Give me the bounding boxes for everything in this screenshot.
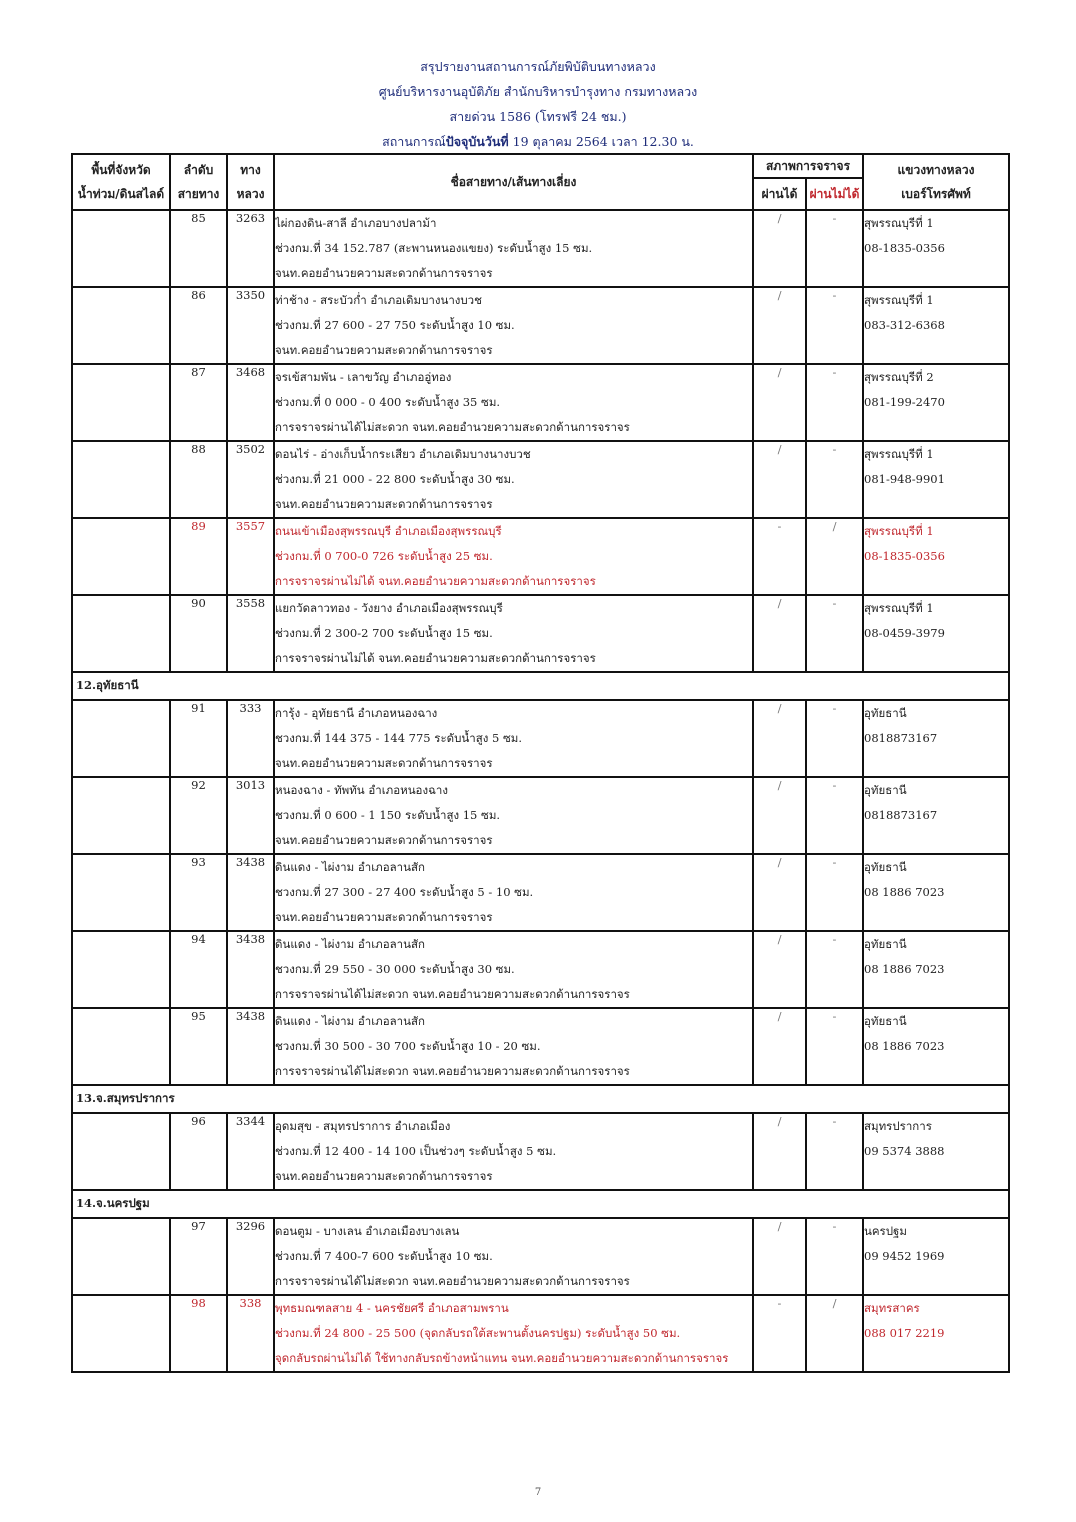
office-phone: 081-948-9901	[864, 472, 945, 486]
seq-cell: 90	[170, 595, 227, 672]
office-cell	[863, 1008, 1009, 1085]
route-line: ช่วงกม.ที่ 7 400-7 600 ระดับน้ำสูง 10 ซม.	[275, 1249, 493, 1263]
route-line: การจราจรผ่านได้ไม่สะดวก จนท.คอยอำนวยความสะดวกด้านการจราจร	[275, 420, 630, 434]
pass-status: /	[753, 210, 806, 287]
pass-status: /	[753, 441, 806, 518]
office-name: อุทัยธานี	[864, 860, 907, 874]
highway-cell: 3438	[227, 1008, 274, 1085]
area-cell	[72, 1295, 170, 1372]
route-line: จนท.คอยอำนวยความสะดวกด้านการจราจร	[275, 1169, 493, 1183]
office-name: สุพรรณบุรีที่ 1	[864, 293, 934, 307]
office-phone: 08-1835-0356	[864, 549, 945, 563]
pass-status: /	[753, 1008, 806, 1085]
report-agency: ศูนย์บริหารงานอุบัติภัย สำนักบริหารบำรุงทาง กรมทางหลวง	[378, 84, 698, 99]
nopass-status: -	[806, 210, 863, 287]
office-cell	[863, 854, 1009, 931]
route-line: ดินแดง - ไผ่งาม อำเภอลานสัก	[275, 1014, 425, 1028]
table-row	[72, 441, 1009, 518]
route-line: อุดมสุข - สมุทรปราการ อำเภอเมือง	[275, 1119, 451, 1133]
highway-cell: 333	[227, 700, 274, 777]
seq-cell: 86	[170, 287, 227, 364]
highway-cell: 3350	[227, 287, 274, 364]
area-cell	[72, 441, 170, 518]
route-description	[274, 364, 753, 441]
nopass-status: /	[806, 1295, 863, 1372]
route-description	[274, 1295, 753, 1372]
nopass-status: -	[806, 1113, 863, 1190]
table-row	[72, 1295, 1009, 1372]
office-phone: 09 9452 1969	[864, 1249, 945, 1263]
office-phone: 08 1886 7023	[864, 962, 945, 976]
section-label: 14.จ.นครปฐม	[72, 1190, 1009, 1218]
office-phone: 0818873167	[864, 731, 938, 745]
route-line: ชวงกม.ที่ 144 375 - 144 775 ระดับน้ำสูง 5 ซม.	[275, 731, 523, 745]
route-line: ช่วงกม.ที่ 34 152.787 (สะพานหนองแขยง) ระดับน้ำสูง 15 ซม.	[275, 241, 593, 255]
office-name: สมุทรสาคร	[864, 1301, 920, 1315]
highway-cell: 3502	[227, 441, 274, 518]
route-description	[274, 595, 753, 672]
table-row	[72, 364, 1009, 441]
table-row	[72, 777, 1009, 854]
nopass-status: -	[806, 1008, 863, 1085]
office-cell	[863, 287, 1009, 364]
pass-status: /	[753, 287, 806, 364]
table-row	[72, 210, 1009, 287]
report-timestamp: สถานการณ์ปัจจุบันวันที่ 19 ตุลาคม 2564 เวลา 12.30 น.	[382, 134, 694, 149]
highway-cell: 3438	[227, 931, 274, 1008]
nopass-status: -	[806, 364, 863, 441]
route-line: ช่วงกม.ที่ 27 600 - 27 750 ระดับน้ำสูง 10 ซม.	[275, 318, 515, 332]
route-line: จนท.คอยอำนวยความสะดวกด้านการจราจร	[275, 833, 493, 847]
route-line: ชวงกม.ที่ 0 600 - 1 150 ระดับน้ำสูง 15 ซม.	[275, 808, 501, 822]
flood-report-table	[71, 153, 1010, 1373]
office-cell	[863, 777, 1009, 854]
route-line: การจราจรผ่านไม่ได้ จนท.คอยอำนวยความสะดวกด้านการจราจร	[275, 574, 596, 588]
seq-cell: 85	[170, 210, 227, 287]
col-header-seq: ลำดับ สายทาง	[170, 154, 227, 210]
route-line: การจราจรผ่านได้ไม่สะดวก จนท.คอยอำนวยความสะดวกด้านการจราจร	[275, 987, 630, 1001]
seq-cell: 93	[170, 854, 227, 931]
route-line: จุดกลับรถผ่านไม่ได้ ใช้ทางกลับรถข้างหน้าแทน จนท.คอยอำนวยความสะดวกด้านการจราจร	[275, 1351, 729, 1365]
seq-cell: 87	[170, 364, 227, 441]
route-description	[274, 210, 753, 287]
table-row	[72, 931, 1009, 1008]
route-line: พุทธมณฑลสาย 4 - นครชัยศรี อำเภอสามพราน	[275, 1301, 509, 1315]
office-cell	[863, 210, 1009, 287]
highway-cell: 3438	[227, 854, 274, 931]
area-cell	[72, 1218, 170, 1295]
office-phone: 083-312-6368	[864, 318, 945, 332]
pass-status: /	[753, 1113, 806, 1190]
route-line: ดินแดง - ไผ่งาม อำเภอลานสัก	[275, 937, 425, 951]
office-phone: 09 5374 3888	[864, 1144, 945, 1158]
route-line: ชวงกม.ที่ 30 500 - 30 700 ระดับน้ำสูง 10 - 20 ซม.	[275, 1039, 541, 1053]
highway-cell: 3557	[227, 518, 274, 595]
route-description	[274, 777, 753, 854]
table-row	[72, 1113, 1009, 1190]
route-description	[274, 287, 753, 364]
route-line: ไผ่กองดิน-สาลี อำเภอบางปลาม้า	[275, 216, 437, 230]
seq-cell: 95	[170, 1008, 227, 1085]
col-header-area: พื้นที่จังหวัด น้ำท่วม/ดินสไลด์	[72, 154, 170, 210]
route-line: ดอนตูม - บางเลน อำเภอเมืองบางเลน	[275, 1224, 460, 1238]
area-cell	[72, 518, 170, 595]
nopass-status: -	[806, 854, 863, 931]
area-cell	[72, 931, 170, 1008]
seq-cell: 89	[170, 518, 227, 595]
area-cell	[72, 777, 170, 854]
area-cell	[72, 1113, 170, 1190]
route-description	[274, 700, 753, 777]
route-line: ช่วงกม.ที่ 2 300-2 700 ระดับน้ำสูง 15 ซม.	[275, 626, 493, 640]
highway-cell: 3344	[227, 1113, 274, 1190]
route-line: ท่าช้าง - สระบัวก่ำ อำเภอเดิมบางนางบวช	[275, 293, 482, 307]
nopass-status: -	[806, 595, 863, 672]
route-line: การจราจรผ่านได้ไม่สะดวก จนท.คอยอำนวยความสะดวกด้านการจราจร	[275, 1274, 630, 1288]
nopass-status: -	[806, 931, 863, 1008]
route-description	[274, 854, 753, 931]
route-description	[274, 931, 753, 1008]
pass-status: -	[753, 1295, 806, 1372]
area-cell	[72, 287, 170, 364]
table-row	[72, 518, 1009, 595]
office-cell	[863, 931, 1009, 1008]
office-phone: 08 1886 7023	[864, 1039, 945, 1053]
route-description	[274, 1113, 753, 1190]
office-cell	[863, 518, 1009, 595]
office-phone: 081-199-2470	[864, 395, 945, 409]
route-line: การุ้ง - อุทัยธานี อำเภอหนองฉาง	[275, 706, 438, 720]
route-line: จนท.คอยอำนวยความสะดวกด้านการจราจร	[275, 343, 493, 357]
office-name: สุพรรณบุรีที่ 2	[864, 370, 934, 384]
pass-status: /	[753, 1218, 806, 1295]
office-phone: 088 017 2219	[864, 1326, 945, 1340]
office-phone: 08 1886 7023	[864, 885, 945, 899]
office-name: สุพรรณบุรีที่ 1	[864, 447, 934, 461]
office-cell	[863, 364, 1009, 441]
route-line: หนองฉาง - ทัพทัน อำเภอหนองฉาง	[275, 783, 448, 797]
highway-cell: 3296	[227, 1218, 274, 1295]
col-header-nopass: ผ่านไม่ได้	[806, 178, 863, 210]
office-cell	[863, 1218, 1009, 1295]
office-name: สุพรรณบุรีที่ 1	[864, 524, 934, 538]
col-header-route: ชื่อสายทาง/เส้นทางเลี่ยง	[274, 154, 753, 210]
office-cell	[863, 1113, 1009, 1190]
route-line: ช่วงกม.ที่ 12 400 - 14 100 เป็นช่วงๆ ระดับน้ำสูง 5 ซม.	[275, 1144, 557, 1158]
office-name: อุทัยธานี	[864, 783, 907, 797]
pass-status: -	[753, 518, 806, 595]
area-cell	[72, 1008, 170, 1085]
seq-cell: 92	[170, 777, 227, 854]
office-cell	[863, 700, 1009, 777]
office-name: อุทัยธานี	[864, 1014, 907, 1028]
col-header-office: แขวงทางหลวง เบอร์โทรศัพท์	[863, 154, 1009, 210]
route-line: ช่วงกม.ที่ 0 000 - 0 400 ระดับน้ำสูง 35 ซม.	[275, 395, 501, 409]
table-row	[72, 595, 1009, 672]
col-header-status: สภาพการจราจร	[753, 154, 863, 178]
office-name: อุทัยธานี	[864, 937, 907, 951]
highway-cell: 3263	[227, 210, 274, 287]
seq-cell: 97	[170, 1218, 227, 1295]
office-cell	[863, 595, 1009, 672]
seq-cell: 94	[170, 931, 227, 1008]
area-cell	[72, 364, 170, 441]
section-row	[72, 1085, 1009, 1113]
route-line: จรเข้สามพัน - เลาขวัญ อำเภออู่ทอง	[275, 370, 452, 384]
section-label: 13.จ.สมุทรปราการ	[72, 1085, 1009, 1113]
report-title: สรุปรายงานสถานการณ์ภัยพิบัติบนทางหลวง	[420, 59, 656, 74]
office-phone: 08-0459-3979	[864, 626, 945, 640]
highway-cell: 3558	[227, 595, 274, 672]
route-line: ชวงกม.ที่ 27 300 - 27 400 ระดับน้ำสูง 5 - 10 ซม.	[275, 885, 534, 899]
table-row	[72, 1008, 1009, 1085]
office-phone: 0818873167	[864, 808, 938, 822]
section-row	[72, 672, 1009, 700]
route-line: แยกวัดลาวทอง - วังยาง อำเภอเมืองสุพรรณบุรี	[275, 601, 503, 615]
table-row	[72, 1218, 1009, 1295]
nopass-status: /	[806, 518, 863, 595]
route-line: ดินแดง - ไผ่งาม อำเภอลานสัก	[275, 860, 425, 874]
route-line: ชวงกม.ที่ 29 550 - 30 000 ระดับน้ำสูง 30 ซม.	[275, 962, 515, 976]
route-description	[274, 441, 753, 518]
route-line: ช่วงกม.ที่ 0 700-0 726 ระดับน้ำสูง 25 ซม.	[275, 549, 493, 563]
office-name: สมุทรปราการ	[864, 1119, 932, 1133]
area-cell	[72, 700, 170, 777]
route-line: จนท.คอยอำนวยความสะดวกด้านการจราจร	[275, 910, 493, 924]
nopass-status: -	[806, 700, 863, 777]
pass-status: /	[753, 595, 806, 672]
seq-cell: 98	[170, 1295, 227, 1372]
office-phone: 08-1835-0356	[864, 241, 945, 255]
route-description	[274, 1218, 753, 1295]
nopass-status: -	[806, 1218, 863, 1295]
route-line: การจราจรผ่านได้ไม่สะดวก จนท.คอยอำนวยความสะดวกด้านการจราจร	[275, 1064, 630, 1078]
route-line: ช่วงกม.ที่ 21 000 - 22 800 ระดับน้ำสูง 30 ซม.	[275, 472, 515, 486]
seq-cell: 91	[170, 700, 227, 777]
route-description	[274, 1008, 753, 1085]
route-description	[274, 518, 753, 595]
col-header-highway: ทาง หลวง	[227, 154, 274, 210]
route-line: จนท.คอยอำนวยความสะดวกด้านการจราจร	[275, 266, 493, 280]
highway-cell: 3013	[227, 777, 274, 854]
report-hotline: สายด่วน 1586 (โทรฟรี 24 ชม.)	[449, 109, 627, 124]
area-cell	[72, 854, 170, 931]
area-cell	[72, 595, 170, 672]
pass-status: /	[753, 777, 806, 854]
table-row	[72, 854, 1009, 931]
nopass-status: -	[806, 777, 863, 854]
area-cell	[72, 210, 170, 287]
table-row	[72, 287, 1009, 364]
section-row	[72, 1190, 1009, 1218]
highway-cell: 3468	[227, 364, 274, 441]
pass-status: /	[753, 931, 806, 1008]
office-cell	[863, 1295, 1009, 1372]
page-number: 7	[534, 1487, 542, 1498]
route-line: จนท.คอยอำนวยความสะดวกด้านการจราจร	[275, 497, 493, 511]
pass-status: /	[753, 700, 806, 777]
office-name: นครปฐม	[864, 1224, 907, 1238]
seq-cell: 96	[170, 1113, 227, 1190]
col-header-pass: ผ่านได้	[753, 178, 806, 210]
office-cell	[863, 441, 1009, 518]
highway-cell: 338	[227, 1295, 274, 1372]
pass-status: /	[753, 364, 806, 441]
table-row	[72, 700, 1009, 777]
pass-status: /	[753, 854, 806, 931]
route-line: ช่วงกม.ที่ 24 800 - 25 500 (จุดกลับรถใต้สะพานตั้งนครปฐม) ระดับน้ำสูง 50 ซม.	[275, 1326, 681, 1340]
route-line: ถนนเข้าเมืองสุพรรณบุรี อำเภอเมืองสุพรรณบุรี	[275, 524, 502, 538]
seq-cell: 88	[170, 441, 227, 518]
office-name: สุพรรณบุรีที่ 1	[864, 601, 934, 615]
office-name: อุทัยธานี	[864, 706, 907, 720]
route-line: ดอนไร่ - อ่างเก็บน้ำกระเสียว อำเภอเดิมบางนางบวช	[275, 447, 531, 461]
report-header	[0, 54, 1076, 154]
nopass-status: -	[806, 441, 863, 518]
nopass-status: -	[806, 287, 863, 364]
section-label: 12.อุทัยธานี	[72, 672, 1009, 700]
route-line: จนท.คอยอำนวยความสะดวกด้านการจราจร	[275, 756, 493, 770]
route-line: การจราจรผ่านไม่ได้ จนท.คอยอำนวยความสะดวกด้านการจราจร	[275, 651, 596, 665]
office-name: สุพรรณบุรีที่ 1	[864, 216, 934, 230]
